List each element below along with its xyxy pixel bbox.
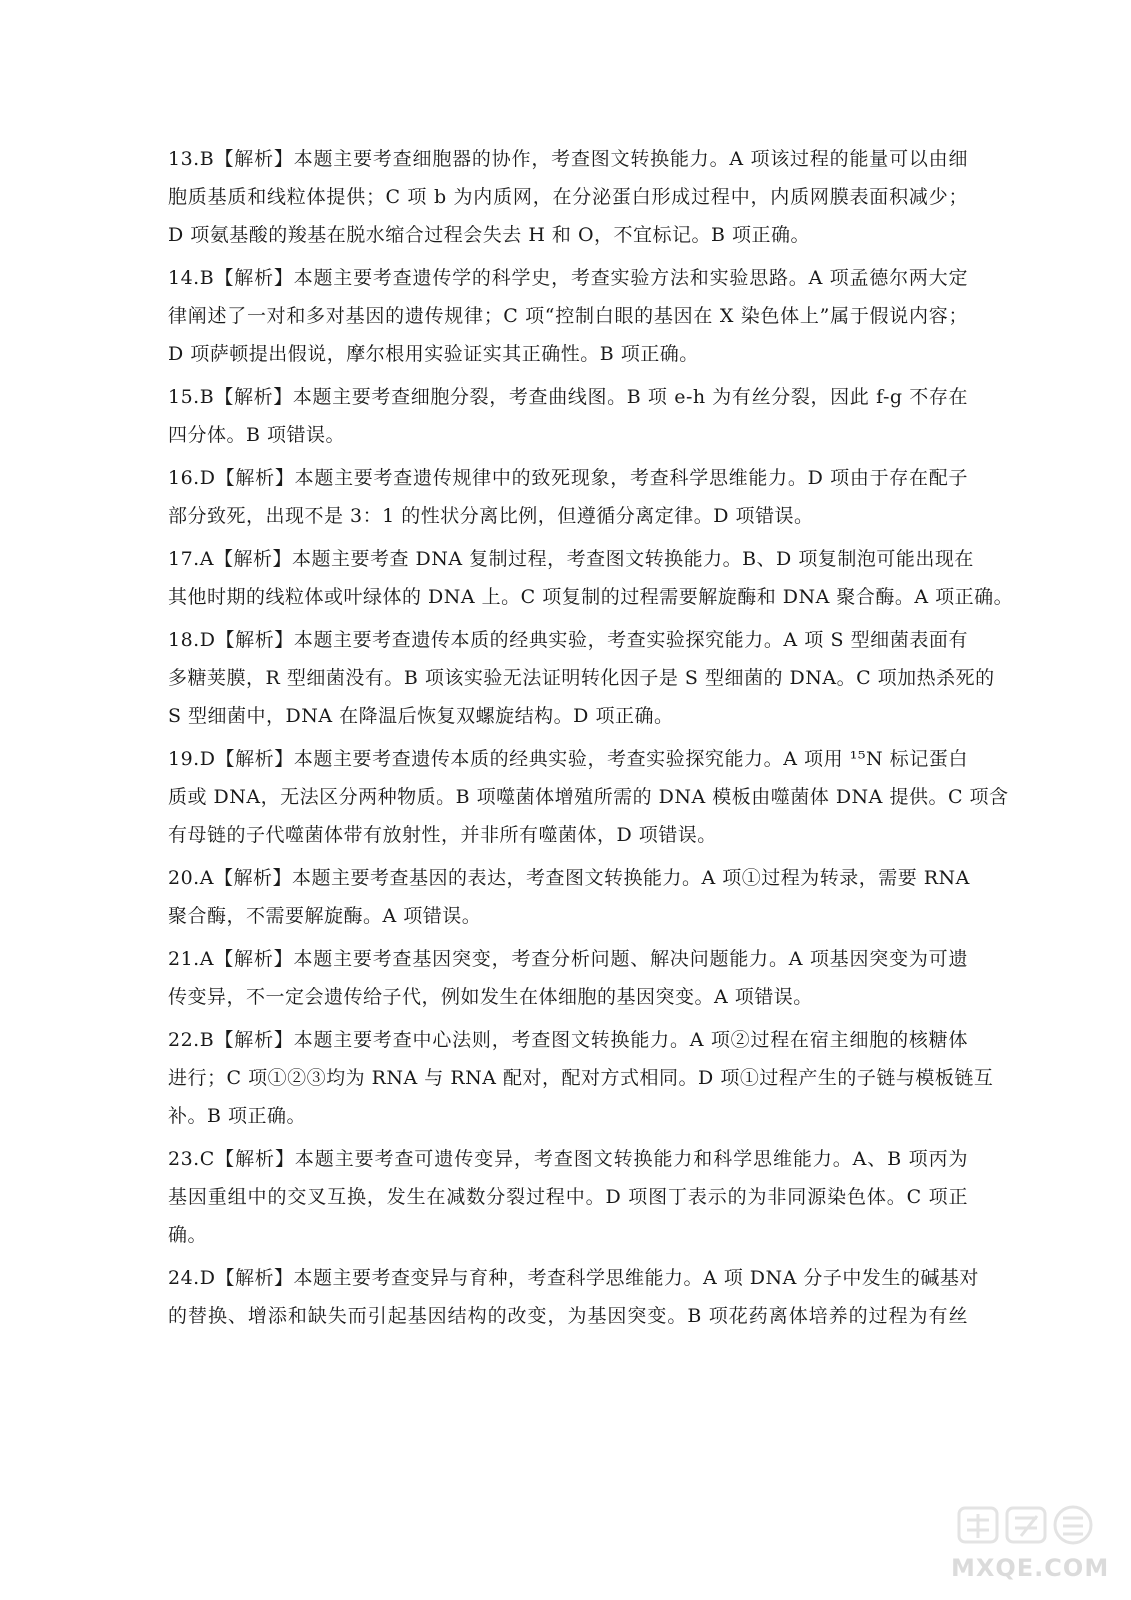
text-line: 胞质基质和线粒体提供；C 项 b 为内质网，在分泌蛋白形成过程中，内质网膜表面积减少； [168, 186, 968, 208]
text-line: 有母链的子代噬菌体带有放射性，并非所有噬菌体，D 项错误。 [168, 824, 717, 846]
explanation-item [168, 740, 1009, 854]
explanation-item [168, 140, 968, 254]
text-line: 进行；C 项①②③均为 RNA 与 RNA 配对，配对方式相同。D 项①过程产生的子链与模板链互 [168, 1067, 994, 1089]
text-line: 律阐述了一对和多对基因的遗传规律；C 项“控制白眼的基因在 X 染色体上”属于假说内容； [168, 305, 968, 327]
text-line: 19.D【解析】本题主要考查遗传本质的经典实验，考查实验探究能力。A 项用 ¹⁵N 标记蛋白 [168, 748, 968, 770]
text-line: 聚合酶，不需要解旋酶。A 项错误。 [168, 905, 482, 927]
text-line: 补。B 项正确。 [168, 1105, 307, 1127]
explanation-item [168, 259, 968, 373]
explanation-item [168, 540, 1014, 616]
explanation-item [168, 621, 995, 735]
text-line: 基因重组中的交叉互换，发生在减数分裂过程中。D 项图丁表示的为非同源染色体。C 项正 [168, 1186, 968, 1208]
watermark-text: MXQE.COM [951, 1554, 1110, 1582]
explanation-item [168, 1140, 968, 1254]
text-line: 13.B【解析】本题主要考查细胞器的协作，考查图文转换能力。A 项该过程的能量可以由细 [168, 148, 968, 170]
text-line: D 项萨顿提出假说，摩尔根用实验证实其正确性。B 项正确。 [168, 343, 699, 365]
text-line: 四分体。B 项错误。 [168, 424, 346, 446]
text-line: 其他时期的线粒体或叶绿体的 DNA 上。C 项复制的过程需要解旋酶和 DNA 聚合酶。A 项正确。 [168, 586, 1014, 608]
text-line: 15.B【解析】本题主要考查细胞分裂，考查曲线图。B 项 e-h 为有丝分裂，因此 f-g 不存在 [168, 386, 968, 408]
text-line: 14.B【解析】本题主要考查遗传学的科学史，考查实验方法和实验思路。A 项孟德尔两大定 [168, 267, 968, 289]
text-line: 的替换、增添和缺失而引起基因结构的改变，为基因突变。B 项花药离体培养的过程为有丝 [168, 1305, 968, 1327]
text-line: S 型细菌中，DNA 在降温后恢复双螺旋结构。D 项正确。 [168, 705, 674, 727]
explanation-item [168, 459, 968, 535]
answer-explanations [168, 140, 1014, 1340]
text-line: 20.A【解析】本题主要考查基因的表达，考查图文转换能力。A 项①过程为转录，需要 RNA [168, 867, 970, 889]
explanation-item [168, 1259, 979, 1335]
explanation-item [168, 378, 968, 454]
watermark [951, 1500, 1110, 1582]
text-line: 多糖荚膜，R 型细菌没有。B 项该实验无法证明转化因子是 S 型细菌的 DNA。C 项加热杀死的 [168, 667, 995, 689]
text-line: 21.A【解析】本题主要考查基因突变，考查分析问题、解决问题能力。A 项基因突变为可遗 [168, 948, 968, 970]
text-line: 16.D【解析】本题主要考查遗传规律中的致死现象，考查科学思维能力。D 项由于存在配子 [168, 467, 968, 489]
text-line: 部分致死，出现不是 3：1 的性状分离比例，但遵循分离定律。D 项错误。 [168, 505, 814, 527]
text-line: 传变异，不一定会遗传给子代，例如发生在体细胞的基因突变。A 项错误。 [168, 986, 813, 1008]
text-line: D 项氨基酸的羧基在脱水缩合过程会失去 H 和 O，不宜标记。B 项正确。 [168, 224, 811, 246]
text-line: 17.A【解析】本题主要考查 DNA 复制过程，考查图文转换能力。B、D 项复制泡可能出现在 [168, 548, 974, 570]
explanation-item [168, 940, 968, 1016]
explanation-item [168, 859, 968, 935]
text-line: 24.D【解析】本题主要考查变异与育种，考查科学思维能力。A 项 DNA 分子中发生的碱基对 [168, 1267, 979, 1289]
text-line: 22.B【解析】本题主要考查中心法则，考查图文转换能力。A 项②过程在宿主细胞的核糖体 [168, 1029, 968, 1051]
explanation-item [168, 1021, 994, 1135]
text-line: 质或 DNA，无法区分两种物质。B 项噬菌体增殖所需的 DNA 模板由噬菌体 DNA 提供。C 项含 [168, 786, 1009, 808]
text-line: 23.C【解析】本题主要考查可遗传变异，考查图文转换能力和科学思维能力。A、B 项丙为 [168, 1148, 968, 1170]
watermark-logo-icon [951, 1500, 1101, 1550]
text-line: 确。 [168, 1224, 208, 1246]
text-line: 18.D【解析】本题主要考查遗传本质的经典实验，考查实验探究能力。A 项 S 型细菌表面有 [168, 629, 968, 651]
